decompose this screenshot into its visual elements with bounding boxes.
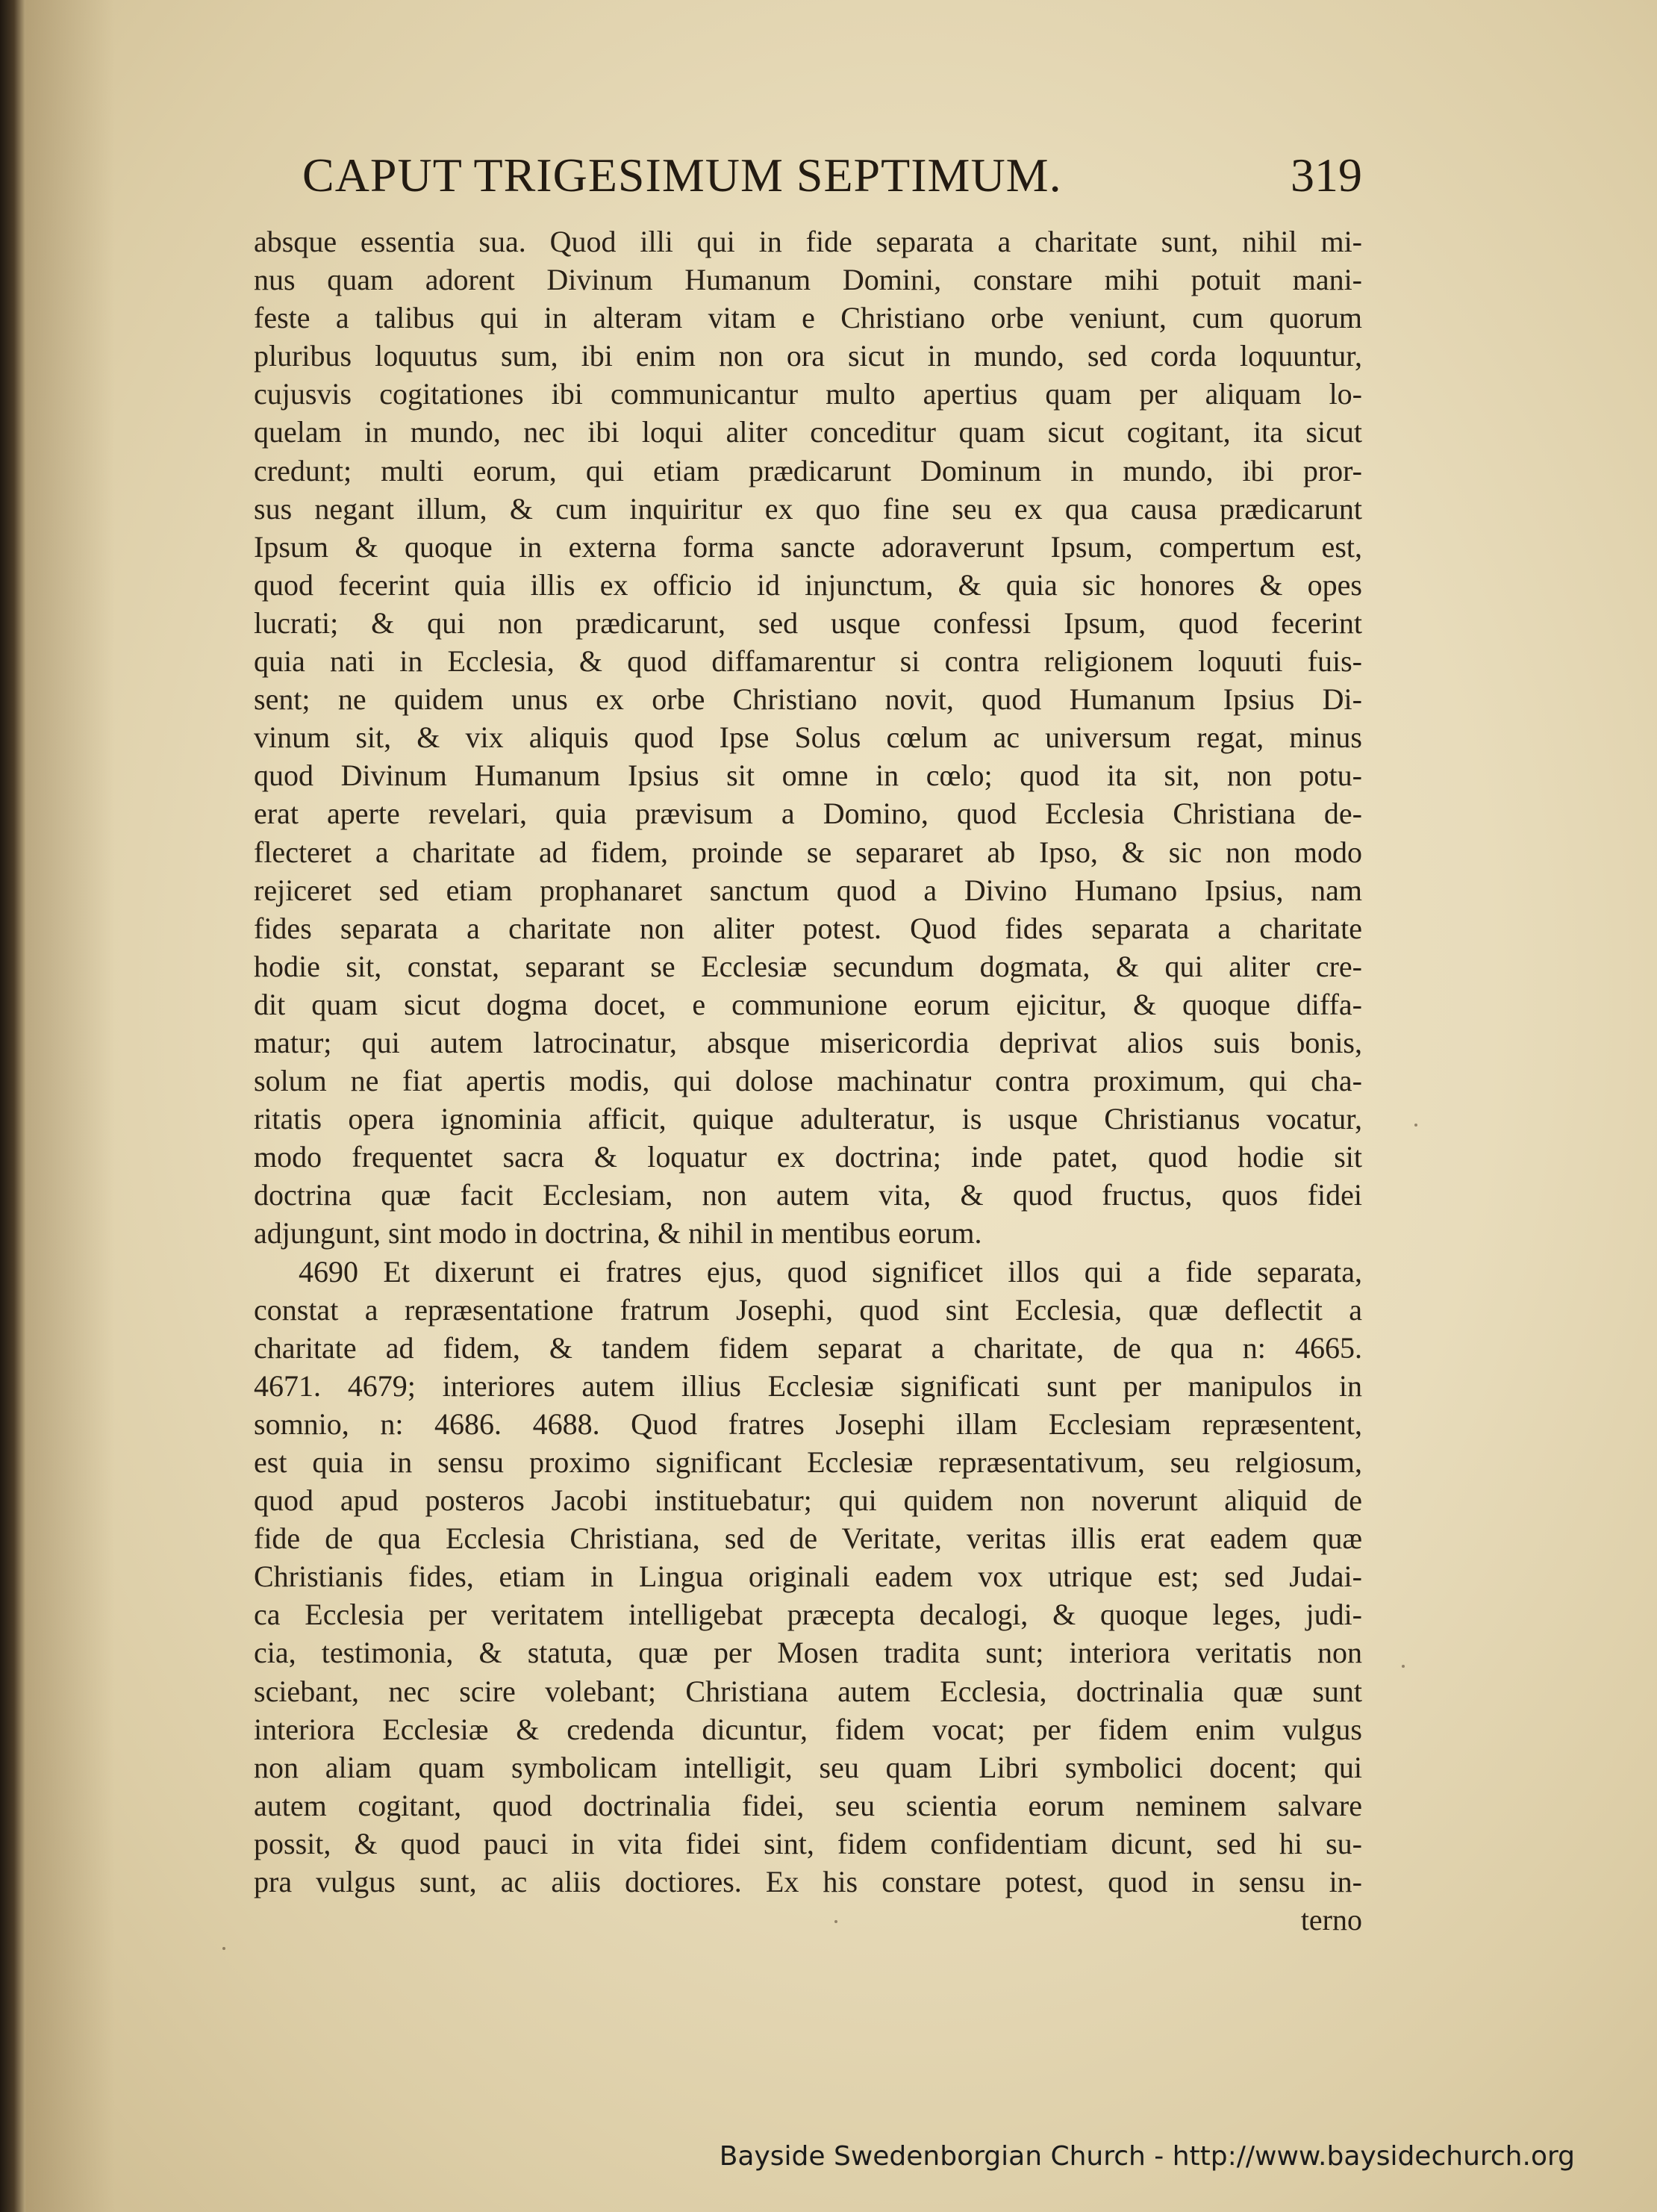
- text-line: ca Ecclesia per veritatem intelligebat præcepta decalogi, & quoque leges, judi-: [254, 1598, 1362, 1632]
- text-line: sciebant, nec scire volebant; Christiana autem Ecclesia, doctrinalia quæ sunt: [254, 1674, 1362, 1708]
- text-line: ritatis opera ignominia afficit, quique adulteratur, is usque Christianus vocatur,: [254, 1102, 1362, 1136]
- gutter-shadow: [25, 0, 115, 2212]
- text-line: quelam in mundo, nec ibi loqui aliter conceditur quam sicut cogitant, ita sicut: [254, 415, 1362, 449]
- paper-speck: [1402, 1665, 1405, 1668]
- text-line: cujusvis cogitationes ibi communicantur multo apertius quam per aliquam lo-: [254, 377, 1362, 411]
- text-line: fide de qua Ecclesia Christiana, sed de Veritate, veritas illis erat eadem quæ: [254, 1521, 1362, 1556]
- text-line: credunt; multi eorum, qui etiam prædicarunt Dominum in mundo, ibi pror-: [254, 453, 1362, 487]
- text-line: modo frequentet sacra & loquatur ex doctrina; inde patet, quod hodie sit: [254, 1140, 1362, 1174]
- text-line: matur; qui autem latrocinatur, absque misericordia deprivat alios suis bonis,: [254, 1025, 1362, 1059]
- text-line: Christianis fides, etiam in Lingua originali eadem vox utrique est; sed Judai-: [254, 1560, 1362, 1594]
- body-text: [254, 222, 1362, 1939]
- paragraph-4690-start: 4690 Et dixerunt ei fratres ejus, quod significet illos qui a fide separata,: [299, 1254, 1362, 1289]
- text-line: constat a repræsentatione fratrum Josephi, quod sint Ecclesia, quæ deflectit a: [254, 1292, 1362, 1327]
- book-binding-edge: [0, 0, 25, 2212]
- text-line: Ipsum & quoque in externa forma sancte adoraverunt Ipsum, compertum est,: [254, 529, 1362, 564]
- text-line: doctrina quæ facit Ecclesiam, non autem vita, & quod fructus, quos fidei: [254, 1178, 1362, 1212]
- paper-speck: [1414, 1124, 1417, 1127]
- text-line: 4671. 4679; interiores autem illius Ecclesiæ significati sunt per manipulos in: [254, 1368, 1362, 1403]
- text-line: quod fecerint quia illis ex officio id injunctum, & quia sic honores & opes: [254, 567, 1362, 602]
- text-line: solum ne fiat apertis modis, qui dolose machinatur contra proximum, qui cha-: [254, 1064, 1362, 1098]
- text-line: quia nati in Ecclesia, & quod diffamarentur si contra religionem loquuti fuis-: [254, 644, 1362, 679]
- text-line: dit quam sicut dogma docet, e communione eorum ejicitur, & quoque diffa-: [254, 987, 1362, 1021]
- text-line: autem cogitant, quod doctrinalia fidei, seu scientia eorum neminem salvare: [254, 1788, 1362, 1822]
- text-line: non aliam quam symbolicam intelligit, seu quam Libri symbolici docent; qui: [254, 1750, 1362, 1784]
- text-line: feste a talibus qui in alteram vitam e Christiano orbe veniunt, cum quorum: [254, 301, 1362, 335]
- source-watermark: Bayside Swedenborgian Church - http://www.baysidechurch.org: [719, 2141, 1575, 2172]
- text-line: sus negant illum, & cum inquiritur ex quo fine seu ex qua causa prædicarunt: [254, 491, 1362, 526]
- text-line: possit, & quod pauci in vita fidei sint, fidem confidentiam dicunt, sed hi su-: [254, 1826, 1362, 1860]
- text-line: hodie sit, constat, separant se Ecclesiæ secundum dogmata, & qui aliter cre-: [254, 949, 1362, 983]
- text-line: sent; ne quidem unus ex orbe Christiano novit, quod Humanum Ipsius Di-: [254, 682, 1362, 717]
- text-line: nus quam adorent Divinum Humanum Domini, constare mihi potuit mani-: [254, 263, 1362, 297]
- text-line: erat aperte revelari, quia prævisum a Domino, quod Ecclesia Christiana de-: [254, 797, 1362, 831]
- text-line: interiora Ecclesiæ & credenda dicuntur, fidem vocat; per fidem enim vulgus: [254, 1712, 1362, 1746]
- text-line: cia, testimonia, & statuta, quæ per Mosen tradita sunt; interiora veritatis non: [254, 1636, 1362, 1670]
- text-line: quod Divinum Humanum Ipsius sit omne in cœlo; quod ita sit, non potu-: [254, 758, 1362, 793]
- text-line: absque essentia sua. Quod illi qui in fide separata a charitate sunt, nihil mi-: [254, 225, 1362, 258]
- text-line: quod apud posteros Jacobi instituebatur; qui quidem non noverunt aliquid de: [254, 1483, 1362, 1518]
- text-line: flecteret a charitate ad fidem, proinde se separaret ab Ipso, & sic non modo: [254, 835, 1362, 869]
- text-line: charitate ad fidem, & tandem fidem separat a charitate, de qua n: 4665.: [254, 1330, 1362, 1365]
- text-line: pluribus loquutus sum, ibi enim non ora sicut in mundo, sed corda loquuntur,: [254, 339, 1362, 373]
- paper-speck: [834, 1920, 837, 1923]
- running-header: [302, 148, 1362, 208]
- text-line: est quia in sensu proximo significant Ecclesiæ repræsentativum, seu relgiosum,: [254, 1445, 1362, 1479]
- catchword: terno: [1300, 1903, 1362, 1937]
- text-line: lucrati; & qui non prædicarunt, sed usque confessi Ipsum, quod fecerint: [254, 605, 1362, 640]
- text-line: vinum sit, & vix aliquis quod Ipse Solus cœlum ac universum regat, minus: [254, 720, 1362, 755]
- text-line: somnio, n: 4686. 4688. Quod fratres Josephi illam Ecclesiam repræsentent,: [254, 1406, 1362, 1441]
- running-title: CAPUT TRIGESIMUM SEPTIMUM.: [302, 149, 1062, 202]
- paragraph-end-line: adjungunt, sint modo in doctrina, & nihil in mentibus eorum.: [254, 1216, 982, 1250]
- paper-speck: [222, 1947, 225, 1950]
- page-number: 319: [1291, 149, 1362, 202]
- text-line: rejiceret sed etiam prophanaret sanctum quod a Divino Humano Ipsius, nam: [254, 873, 1362, 907]
- text-line: fides separata a charitate non aliter potest. Quod fides separata a charitate: [254, 911, 1362, 945]
- text-line: pra vulgus sunt, ac aliis doctiores. Ex his constare potest, quod in sensu in-: [254, 1865, 1362, 1899]
